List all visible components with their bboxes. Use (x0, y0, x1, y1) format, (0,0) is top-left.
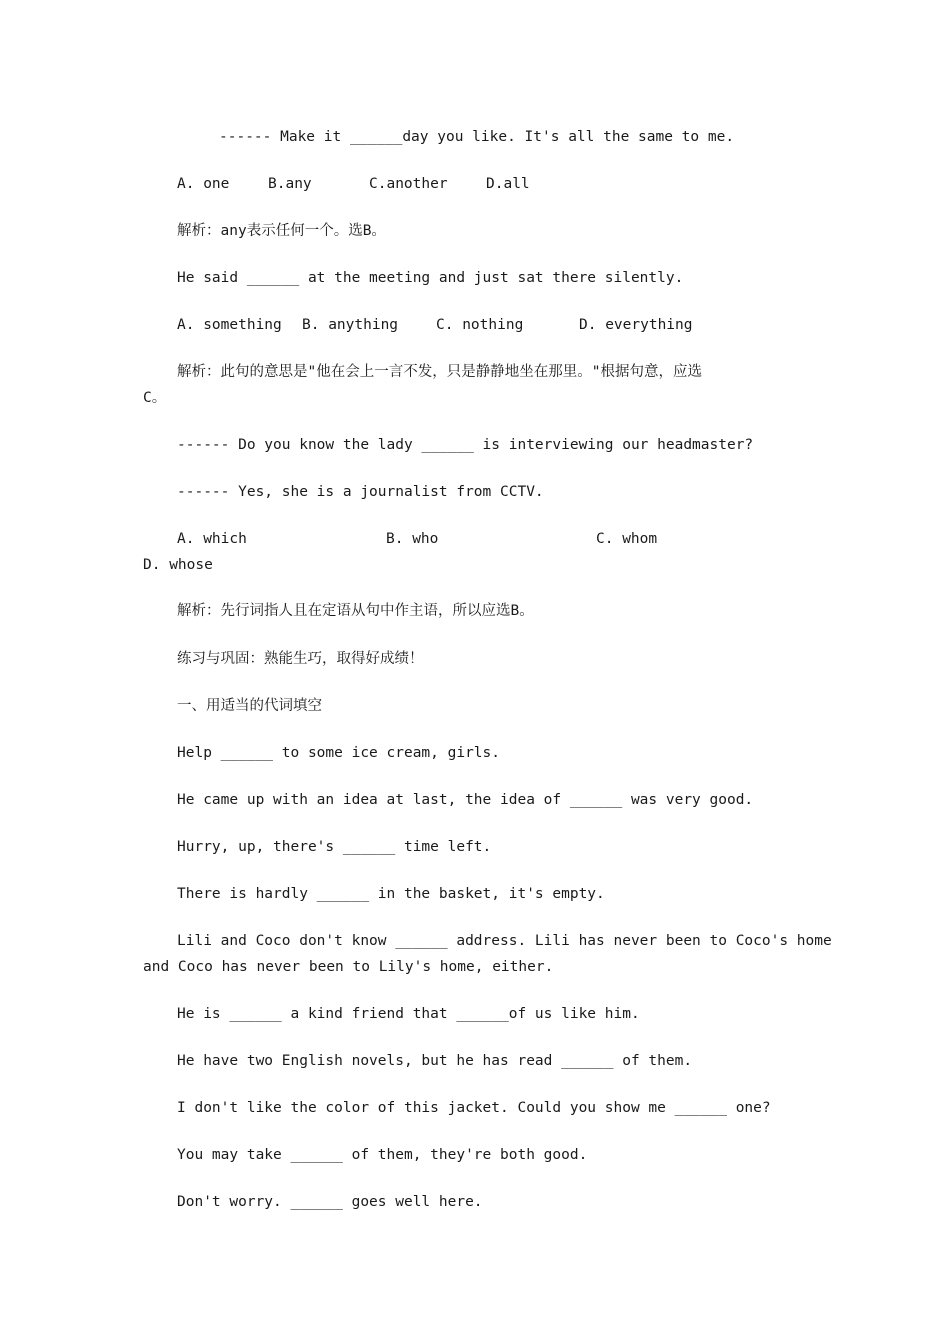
exercise-9: You may take ______ of them, they're both good. (177, 1147, 588, 1163)
q2-explanation-line-2: C。 (143, 390, 167, 406)
q1-option-c: C.another (369, 176, 448, 192)
exercise-4: There is hardly ______ in the basket, it's empty. (177, 886, 605, 902)
section-heading: 一、用适当的代词填空 (177, 698, 322, 714)
q2-option-d: D. everything (579, 317, 693, 333)
question-1-dialogue: ------ Make it ______day you like. It's all the same to me. (219, 129, 735, 145)
exercise-7: He have two English novels, but he has read ______ of them. (177, 1053, 693, 1069)
practice-heading: 练习与巩固：熟能生巧，取得好成绩！ (177, 651, 424, 667)
q3-option-d: D. whose (143, 557, 213, 573)
exercise-1: Help ______ to some ice cream, girls. (177, 745, 501, 761)
question-3-dialogue-1: ------ Do you know the lady ______ is interviewing our headmaster? (177, 437, 754, 453)
q1-explanation: 解析：any表示任何一个。选B。 (177, 223, 386, 239)
question-3-dialogue-2: ------ Yes, she is a journalist from CCTV. (177, 484, 544, 500)
q2-option-c: C. nothing (436, 317, 524, 333)
q3-option-b: B. who (386, 531, 439, 547)
q2-option-b: B. anything (302, 317, 399, 333)
exercise-2: He came up with an idea at last, the idea of ______ was very good. (177, 792, 754, 808)
exercise-3: Hurry, up, there's ______ time left. (177, 839, 492, 855)
q1-option-b: B.any (268, 176, 312, 192)
q3-explanation: 解析：先行词指人且在定语从句中作主语，所以应选B。 (177, 603, 534, 619)
q2-explanation-line-1: 解析：此句的意思是"他在会上一言不发，只是静静地坐在那里。"根据句意，应选 (177, 364, 702, 380)
q2-option-a: A. something (177, 317, 282, 333)
exercise-5-line-1: Lili and Coco don't know ______ address. Lili has never been to Coco's home (177, 933, 832, 949)
exercise-6: He is ______ a kind friend that ______of us like him. (177, 1006, 640, 1022)
q3-option-a: A. which (177, 531, 247, 547)
exercise-5-line-2: and Coco has never been to Lily's home, either. (143, 959, 554, 975)
q1-option-d: D.all (486, 176, 530, 192)
question-2: He said ______ at the meeting and just sat there silently. (177, 270, 684, 286)
exercise-10: Don't worry. ______ goes well here. (177, 1194, 483, 1210)
q1-option-a: A. one (177, 176, 230, 192)
exercise-8: I don't like the color of this jacket. Could you show me ______ one? (177, 1100, 771, 1116)
q3-option-c: C. whom (596, 531, 658, 547)
